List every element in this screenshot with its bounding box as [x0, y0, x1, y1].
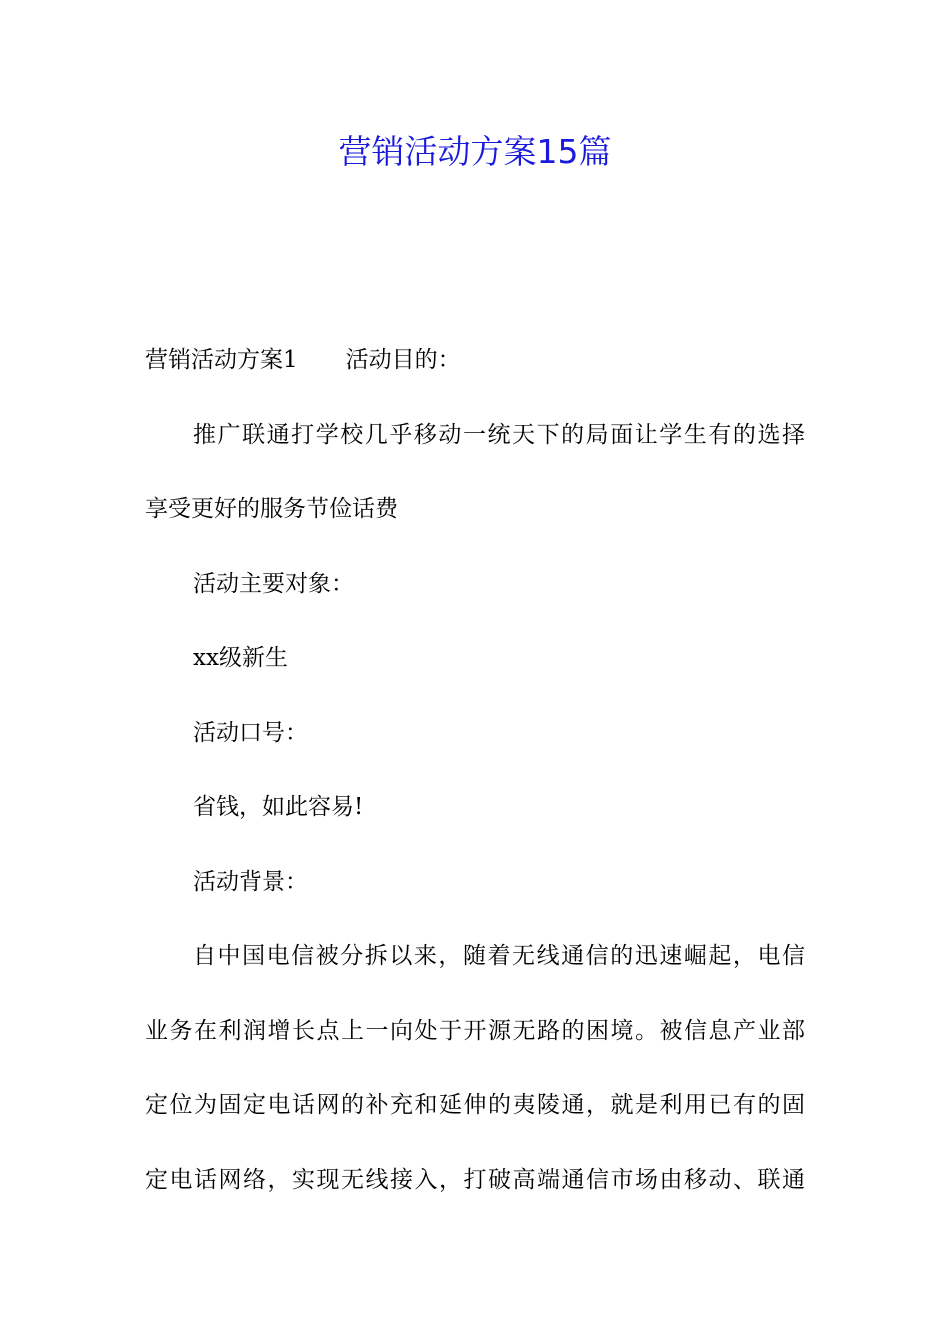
- paragraph-line: 活动主要对象：: [193, 570, 354, 597]
- paragraph-line: 活动背景：: [193, 868, 308, 895]
- paragraph-line: xx级新生: [193, 645, 288, 671]
- section-heading-line: [145, 335, 805, 410]
- paragraph-line: 自中国电信被分拆以来，随着无线通信的迅速崛起，电信: [193, 943, 805, 969]
- section-subheading: 活动目的：: [345, 347, 461, 373]
- section-heading: 营销活动方案1: [145, 347, 298, 373]
- paragraph-line: 业务在利润增长点上一向处于开源无路的困境。被信息产业部: [145, 1017, 805, 1044]
- document-body: [145, 335, 805, 1229]
- paragraph-line: 活动口号：: [193, 719, 308, 746]
- paragraph-line: 省钱，如此容易!: [193, 794, 364, 820]
- document-title: 营销活动方案15篇: [338, 132, 612, 171]
- paragraph-line: 定位为固定电话网的补充和延伸的夷陵通，就是利用已有的固: [145, 1092, 805, 1118]
- paragraph-line: 定电话网络，实现无线接入，打破高端通信市场由移动、联通: [145, 1166, 805, 1193]
- paragraph-line: 推广联通打学校几乎移动一统天下的局面让学生有的选择: [193, 421, 805, 448]
- paragraph-line: 享受更好的服务节俭话费: [145, 496, 398, 522]
